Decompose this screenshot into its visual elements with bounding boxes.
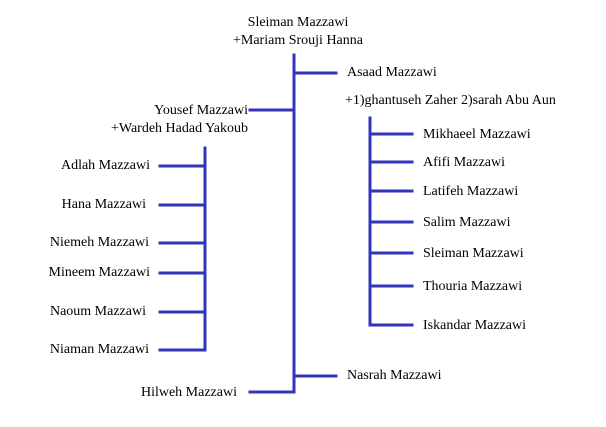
person-naoum[interactable]: Naoum Mazzawi <box>49 304 146 319</box>
person-sleiman-jr[interactable]: Sleiman Mazzawi <box>423 246 524 261</box>
person-hana[interactable]: Hana Mazzawi <box>61 197 146 212</box>
person-nasrah[interactable]: Nasrah Mazzawi <box>347 368 442 383</box>
person-salim[interactable]: Salim Mazzawi <box>423 215 511 230</box>
person-mikhaeel[interactable]: Mikhaeel Mazzawi <box>423 127 531 142</box>
person-thouria[interactable]: Thouria Mazzawi <box>423 279 523 294</box>
asaad-spouse: +1)ghantuseh Zaher 2)sarah Abu Aun <box>345 93 556 108</box>
person-afifi[interactable]: Afifi Mazzawi <box>423 155 506 170</box>
person-iskandar[interactable]: Iskandar Mazzawi <box>423 318 527 333</box>
root-name: Sleiman Mazzawi <box>247 15 349 30</box>
person-adlah[interactable]: Adlah Mazzawi <box>60 158 150 173</box>
person-asaad[interactable]: Asaad Mazzawi <box>347 65 437 80</box>
root-spouse: +Mariam Srouji Hanna <box>233 33 363 48</box>
yousef-name: Yousef Mazzawi <box>154 103 248 118</box>
person-mineem[interactable]: Mineem Mazzawi <box>48 265 150 280</box>
person-hilweh[interactable]: Hilweh Mazzawi <box>140 385 237 400</box>
person-niaman[interactable]: Niaman Mazzawi <box>49 342 149 357</box>
person-latifeh[interactable]: Latifeh Mazzawi <box>423 184 519 199</box>
person-yousef[interactable] <box>40 102 248 138</box>
person-niemeh[interactable]: Niemeh Mazzawi <box>49 235 149 250</box>
root-person[interactable] <box>200 14 396 50</box>
yousef-spouse: +Wardeh Hadad Yakoub <box>110 121 248 136</box>
